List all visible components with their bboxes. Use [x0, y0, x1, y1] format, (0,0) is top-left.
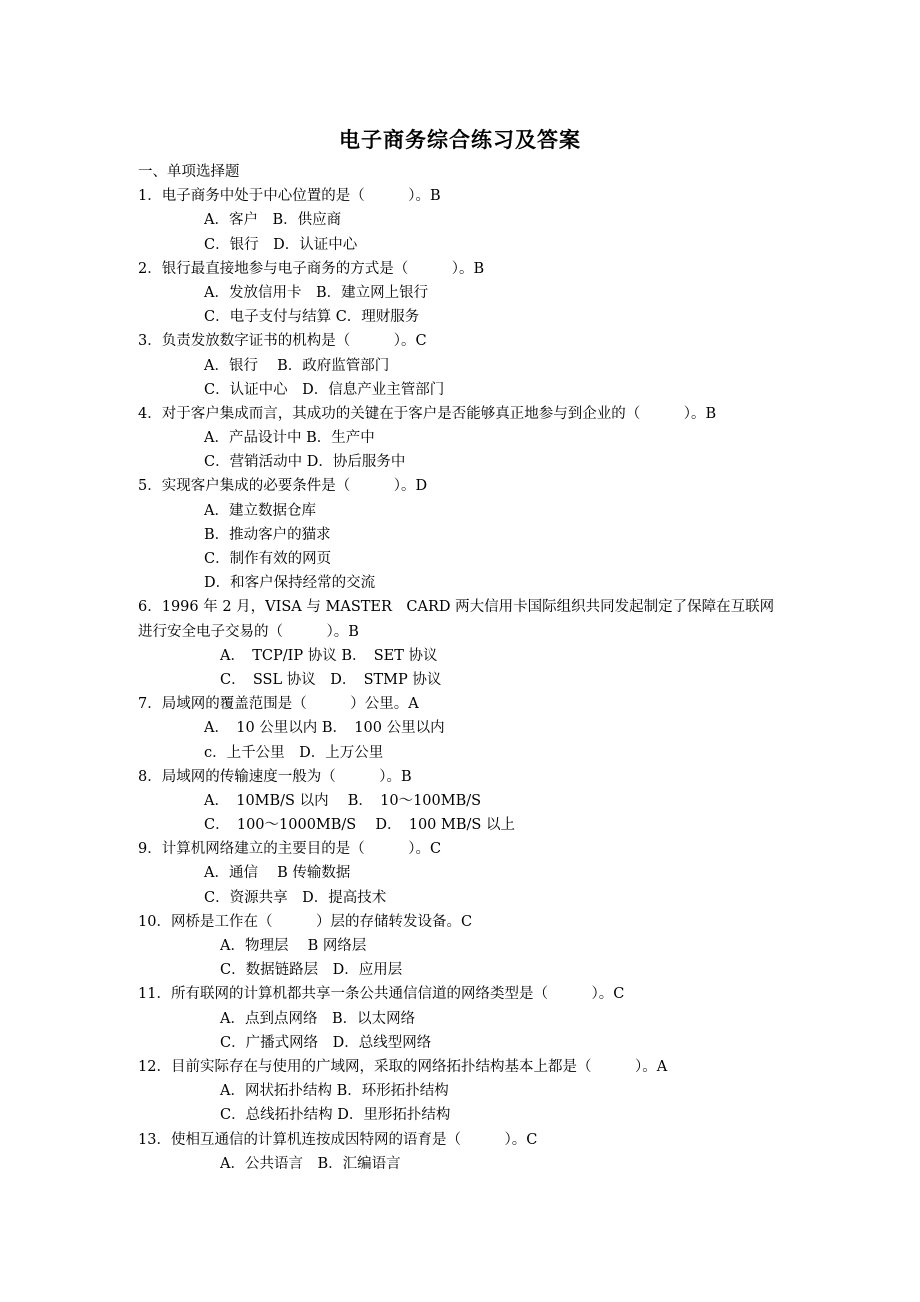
question-text: 3．负责发放数字证书的机构是（ ）。C — [138, 333, 427, 350]
question-option: c．上千公里 D．上万公里 — [204, 744, 384, 761]
document-title: 电子商务综合练习及答案 — [339, 128, 581, 152]
question-option: B．推动客户的猫求 — [204, 526, 331, 543]
question-option: A． 10MB/S 以内 B． 10～100MB/S — [204, 792, 482, 809]
question-option: A．建立数据仓库 — [204, 502, 316, 519]
question-option: A．公共语言 B．汇编语言 — [220, 1155, 401, 1172]
question-text: 7．局域网的覆盖范围是（ ）公里。A — [138, 696, 419, 713]
question-option: A．客户 B．供应商 — [204, 212, 342, 229]
question-text: 5．实现客户集成的必要条件是（ ）。D — [138, 478, 428, 495]
question-text: 10．网桥是工作在（ ）层的存储转发设备。C — [138, 913, 473, 930]
question-text: 1．电子商务中处于中心位置的是（ ）。B — [138, 188, 441, 205]
question-option: C．制作有效的网页 — [204, 551, 332, 567]
question-option: C． SSL 协议 D． STMP 协议 — [220, 671, 442, 688]
question-option: C．营销活动中 D．协后服务中 — [204, 454, 406, 471]
question-text: 4．对于客户集成而言，其成功的关键在于客户是否能够真正地参与到企业的（ ）。B — [138, 405, 717, 422]
question-option: A．银行 B．政府监管部门 — [204, 357, 390, 374]
question-text: 9．计算机网络建立的主要目的是（ ）。C — [138, 841, 442, 858]
question-option: C．认证中心 D．信息产业主管部门 — [204, 381, 445, 398]
question-text: 13．使相互通信的计算机连按成因特网的语育是（ ）。C — [138, 1131, 538, 1148]
section-heading: 一、单项选择题 — [138, 164, 240, 180]
question-option: A．产品设计中 B．生产中 — [204, 430, 375, 447]
question-option: A．点到点网络 B．以太网络 — [220, 1010, 416, 1027]
question-option: C． 100～1000MB/S D． 100 MB/S 以上 — [204, 817, 515, 834]
document-content — [138, 160, 788, 1176]
question-option: A．物理层 B 网络层 — [220, 938, 367, 955]
question-option: A．通信 B 传输数据 — [204, 865, 351, 882]
question-option: C．总线拓扑结构 D．里形拓扑结构 — [220, 1107, 451, 1124]
question-option: C．广播式网络 D．总线型网络 — [220, 1034, 432, 1051]
question-option: A．发放信用卡 B．建立网上银行 — [204, 284, 429, 301]
question-option: D．和客户保持经常的交流 — [204, 575, 376, 592]
question-option: C．电子支付与结算 C．理财服务 — [204, 309, 420, 326]
question-option: C．资源共享 D．提高技术 — [204, 889, 387, 906]
question-text: 2．银行最直接地参与电子商务的方式是（ ）。B — [138, 260, 485, 277]
question-text: 8．局域网的传输速度一般为（ ）。B — [138, 768, 412, 785]
question-option: A．网状拓扑结构 B．环形拓扑结构 — [220, 1083, 449, 1100]
question-text: 6．1996 年 2 月，VISA 与 MASTER CARD 两大信用卡国际组织共同发起制定了保障在互联网进行安全电子交易的（ ）。B — [138, 599, 775, 640]
question-option: A． 10 公里以内 B． 100 公里以内 — [204, 720, 445, 737]
question-option: A． TCP/IP 协议 B． SET 协议 — [220, 647, 438, 664]
question-option: C．银行 D．认证中心 — [204, 236, 358, 253]
question-text: 12．目前实际存在与使用的广域网，采取的网络拓扑结构基本上都是（ ）。A — [138, 1058, 668, 1075]
question-text: 11．所有联网的计算机都共享一条公共通信信道的网络类型是（ ）。C — [138, 986, 625, 1003]
question-option: C．数据链路层 D．应用层 — [220, 962, 403, 979]
